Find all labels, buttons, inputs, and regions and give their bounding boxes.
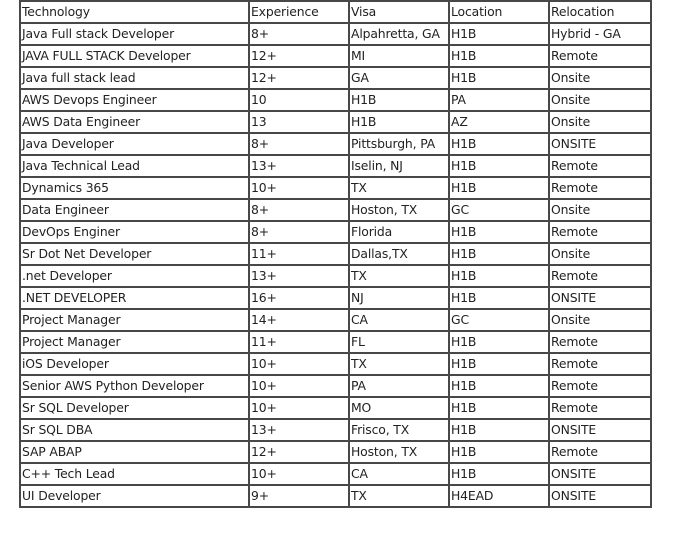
cell-technology: UI Developer xyxy=(20,485,249,507)
cell-location: H1B xyxy=(449,375,549,397)
cell-experience: 16+ xyxy=(249,287,349,309)
cell-experience: 10+ xyxy=(249,375,349,397)
cell-visa: GA xyxy=(349,67,449,89)
cell-relocation: ONSITE xyxy=(549,419,651,441)
cell-location: H1B xyxy=(449,67,549,89)
cell-visa: PA xyxy=(349,375,449,397)
cell-technology: Project Manager xyxy=(20,309,249,331)
table-row xyxy=(20,155,651,177)
cell-technology: Java Developer xyxy=(20,133,249,155)
cell-visa: CA xyxy=(349,463,449,485)
table-row xyxy=(20,353,651,375)
cell-location: H1B xyxy=(449,463,549,485)
cell-location: H1B xyxy=(449,221,549,243)
cell-location: H1B xyxy=(449,243,549,265)
cell-experience: 10+ xyxy=(249,177,349,199)
cell-technology: Dynamics 365 xyxy=(20,177,249,199)
cell-visa: Florida xyxy=(349,221,449,243)
cell-technology: SAP ABAP xyxy=(20,441,249,463)
cell-location: H4EAD xyxy=(449,485,549,507)
cell-technology: Java Full stack Developer xyxy=(20,23,249,45)
cell-technology: Sr SQL DBA xyxy=(20,419,249,441)
cell-technology: Project Manager xyxy=(20,331,249,353)
cell-location: H1B xyxy=(449,23,549,45)
cell-relocation: ONSITE xyxy=(549,133,651,155)
cell-technology: C++ Tech Lead xyxy=(20,463,249,485)
cell-technology: .NET DEVELOPER xyxy=(20,287,249,309)
job-listings-container xyxy=(19,0,652,508)
cell-relocation: Onsite xyxy=(549,199,651,221)
cell-location: AZ xyxy=(449,111,549,133)
cell-relocation: Onsite xyxy=(549,243,651,265)
cell-location: H1B xyxy=(449,331,549,353)
table-row xyxy=(20,441,651,463)
cell-experience: 12+ xyxy=(249,45,349,67)
table-row xyxy=(20,133,651,155)
cell-relocation: Remote xyxy=(549,155,651,177)
cell-technology: Data Engineer xyxy=(20,199,249,221)
cell-experience: 10+ xyxy=(249,463,349,485)
cell-visa: CA xyxy=(349,309,449,331)
cell-technology: JAVA FULL STACK Developer xyxy=(20,45,249,67)
cell-location: H1B xyxy=(449,419,549,441)
cell-visa: Alpahretta, GA xyxy=(349,23,449,45)
cell-technology: Sr Dot Net Developer xyxy=(20,243,249,265)
cell-technology: .net Developer xyxy=(20,265,249,287)
cell-location: GC xyxy=(449,309,549,331)
job-listings-table xyxy=(19,0,652,508)
cell-visa: TX xyxy=(349,177,449,199)
cell-relocation: Remote xyxy=(549,221,651,243)
cell-visa: Iselin, NJ xyxy=(349,155,449,177)
table-row xyxy=(20,177,651,199)
table-row xyxy=(20,67,651,89)
cell-experience: 13 xyxy=(249,111,349,133)
cell-location: H1B xyxy=(449,133,549,155)
cell-relocation: Remote xyxy=(549,397,651,419)
cell-relocation: ONSITE xyxy=(549,485,651,507)
cell-experience: 12+ xyxy=(249,67,349,89)
table-row xyxy=(20,419,651,441)
cell-relocation: Remote xyxy=(549,441,651,463)
cell-technology: AWS Data Engineer xyxy=(20,111,249,133)
table-row xyxy=(20,485,651,507)
cell-visa: Hoston, TX xyxy=(349,441,449,463)
cell-experience: 8+ xyxy=(249,133,349,155)
cell-relocation: Remote xyxy=(549,331,651,353)
table-row xyxy=(20,89,651,111)
table-row xyxy=(20,331,651,353)
cell-location: H1B xyxy=(449,265,549,287)
header-technology: Technology xyxy=(20,1,249,23)
table-row xyxy=(20,375,651,397)
cell-relocation: ONSITE xyxy=(549,287,651,309)
table-row xyxy=(20,243,651,265)
cell-visa: Frisco, TX xyxy=(349,419,449,441)
table-row xyxy=(20,287,651,309)
cell-experience: 13+ xyxy=(249,419,349,441)
cell-visa: Hoston, TX xyxy=(349,199,449,221)
cell-experience: 12+ xyxy=(249,441,349,463)
cell-technology: Java Technical Lead xyxy=(20,155,249,177)
table-row xyxy=(20,23,651,45)
table-row xyxy=(20,265,651,287)
cell-experience: 9+ xyxy=(249,485,349,507)
cell-visa: Pittsburgh, PA xyxy=(349,133,449,155)
cell-technology: AWS Devops Engineer xyxy=(20,89,249,111)
cell-relocation: ONSITE xyxy=(549,463,651,485)
cell-technology: Senior AWS Python Developer xyxy=(20,375,249,397)
header-row xyxy=(20,1,651,23)
cell-visa: FL xyxy=(349,331,449,353)
table-row xyxy=(20,397,651,419)
cell-visa: NJ xyxy=(349,287,449,309)
table-body xyxy=(20,23,651,507)
cell-relocation: Onsite xyxy=(549,309,651,331)
cell-relocation: Remote xyxy=(549,45,651,67)
cell-relocation: Onsite xyxy=(549,67,651,89)
cell-technology: Java full stack lead xyxy=(20,67,249,89)
cell-experience: 11+ xyxy=(249,243,349,265)
cell-visa: TX xyxy=(349,265,449,287)
cell-relocation: Remote xyxy=(549,265,651,287)
cell-relocation: Onsite xyxy=(549,111,651,133)
table-row xyxy=(20,309,651,331)
table-header xyxy=(20,1,651,23)
cell-visa: TX xyxy=(349,353,449,375)
table-row xyxy=(20,45,651,67)
cell-location: PA xyxy=(449,89,549,111)
header-visa: Visa xyxy=(349,1,449,23)
cell-visa: MO xyxy=(349,397,449,419)
table-row xyxy=(20,221,651,243)
cell-experience: 8+ xyxy=(249,199,349,221)
cell-location: H1B xyxy=(449,287,549,309)
cell-experience: 10+ xyxy=(249,397,349,419)
header-experience: Experience xyxy=(249,1,349,23)
cell-relocation: Hybrid - GA xyxy=(549,23,651,45)
cell-relocation: Onsite xyxy=(549,89,651,111)
cell-visa: TX xyxy=(349,485,449,507)
cell-technology: iOS Developer xyxy=(20,353,249,375)
cell-experience: 10+ xyxy=(249,353,349,375)
table-row xyxy=(20,463,651,485)
cell-relocation: Remote xyxy=(549,375,651,397)
cell-location: H1B xyxy=(449,45,549,67)
cell-visa: H1B xyxy=(349,89,449,111)
cell-experience: 13+ xyxy=(249,265,349,287)
cell-experience: 13+ xyxy=(249,155,349,177)
cell-location: H1B xyxy=(449,353,549,375)
cell-experience: 8+ xyxy=(249,23,349,45)
cell-location: H1B xyxy=(449,441,549,463)
table-row xyxy=(20,199,651,221)
cell-location: GC xyxy=(449,199,549,221)
cell-experience: 14+ xyxy=(249,309,349,331)
cell-relocation: Remote xyxy=(549,177,651,199)
cell-visa: MI xyxy=(349,45,449,67)
table-row xyxy=(20,111,651,133)
cell-experience: 11+ xyxy=(249,331,349,353)
cell-technology: DevOps Enginer xyxy=(20,221,249,243)
cell-technology: Sr SQL Developer xyxy=(20,397,249,419)
cell-visa: Dallas,TX xyxy=(349,243,449,265)
header-location: Location xyxy=(449,1,549,23)
cell-experience: 8+ xyxy=(249,221,349,243)
cell-relocation: Remote xyxy=(549,353,651,375)
header-relocation: Relocation xyxy=(549,1,651,23)
cell-location: H1B xyxy=(449,397,549,419)
cell-location: H1B xyxy=(449,155,549,177)
cell-visa: H1B xyxy=(349,111,449,133)
cell-experience: 10 xyxy=(249,89,349,111)
cell-location: H1B xyxy=(449,177,549,199)
